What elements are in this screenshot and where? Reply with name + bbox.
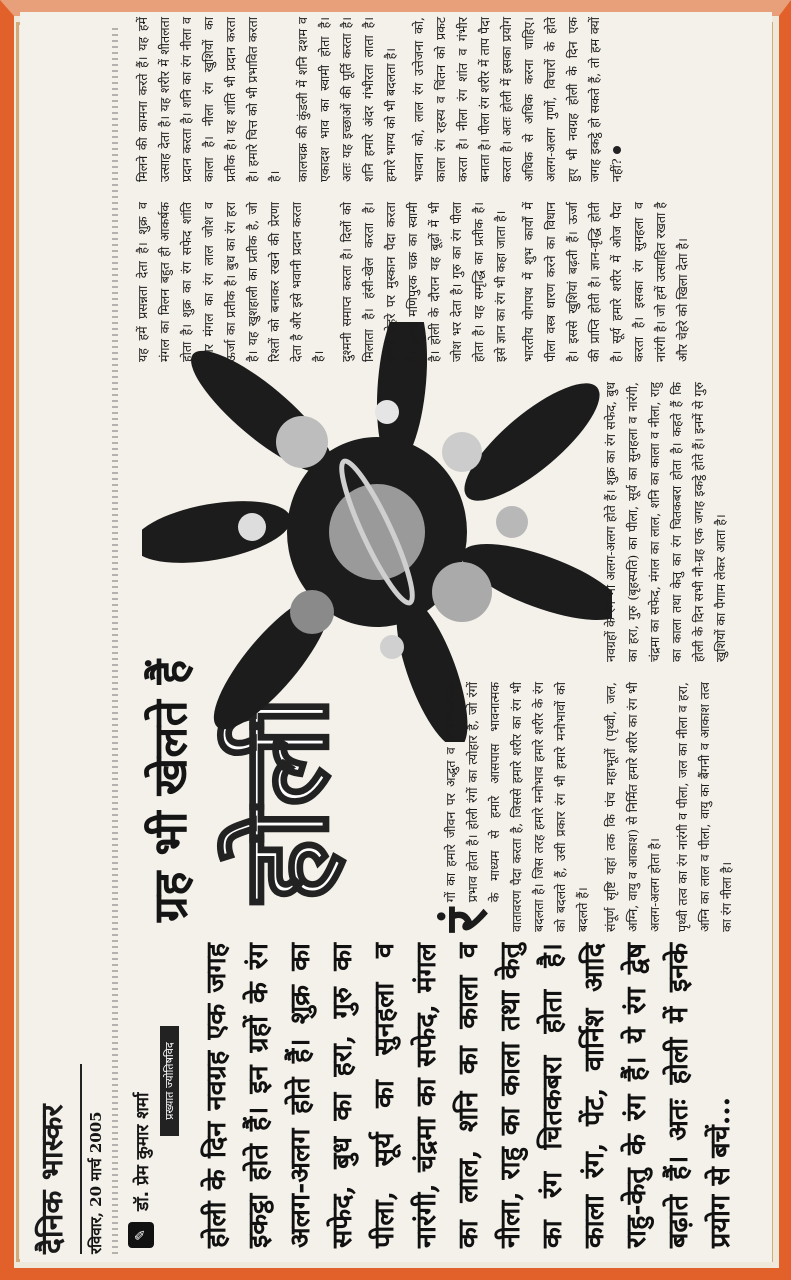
paragraph: नवग्रहों के रंग भी अलग-अलग होते हैं। शुक्र का रंग सफेद, बुध का हरा, गुरु (बृहस्पति) का पीला, सूर्य का सुनहला व नारंगी, चंद्रमा का सफेद, मंगल का लाल, शनि का काला व नीला, राहु का काला तथा केतु का रंग चितकबरा होता है। कहते हैं कि होली के दिन सभी नौ-ग्रह एक जगह इकट्ठे होते हैं। इनमें से गुरु खुशियों का पैगाम लेकर आता है। [603, 382, 728, 662]
lead-text: होली के दिन नवग्रह एक जगह इकट्ठा होते हैं। इन ग्रहों के रंग अलग-अलग होते हैं। शुक्र का सफेद, बुध का हरा, गुरु का पीला, सूर्य का सुनहला व नारंगी, चंद्रमा का सफेद, मंगल का लाल, शनि का काला व नीला, राहु का काला तथा केतु का रंग चितकबरा होता है। काला रंग, पेंट, वार्निश आदि राहु-केतु के रंग हैं। ये रंग द्वेष बढ़ाते हैं। अतः होली में इनके प्रयोग से बचें... [201, 943, 736, 1248]
paragraph: कालचक्र की कुंडली में शनि दशम व एकादश भाव का स्वामी होता है। अतः यह इच्छाओं की पूर्ति करता है। शनि हमारे अंदर गंभीरता लाता है। हमारे भाग्य को भी बदलता है। [295, 17, 398, 182]
paragraph [408, 17, 628, 182]
end-mark-icon [613, 146, 621, 154]
masthead: दैनिक भास्कर [26, 1064, 82, 1254]
paragraph: संपूर्ण सृष्टि यहां तक कि पंच महाभूतों (पृथ्वी, जल, अग्नि, वायु व आकाश) से निर्मित हमारे शरीर का रंग भी अलग-अलग होता है। [603, 682, 662, 932]
author-tag: प्रख्यात ज्योतिषविद [160, 1026, 179, 1136]
newspaper-page [20, 12, 772, 1262]
paragraph-text: भावना को, लाल रंग उत्तेजना को, काला रंग रहस्य व चिंतन को प्रकट करता है। नीला रंग शांत व गंभीर बनाता है। पीला रंग शरीर में ताप पैदा करता है। अतः होली में इसका प्रयोग अधिक से अधिक करना चाहिए। अलग-अलग गुणों, विचारों के होते हुए भी नवग्रह होली के दिन एक जगह इकट्ठे हो सकते हैं, तो हम क्यों नहीं? [411, 17, 624, 182]
byline [128, 948, 179, 1248]
paragraph: यह हमें प्रसन्नता देता है। शुक्र व मंगल का मिलन बहुत ही आकर्षक होता है। शुक्र का रंग सफेद शांति और मंगल का रंग लाल जोश व ऊर्जा का प्रतीक है। बुध का रंग हरा है। यह खुशहाली का प्रतीक है, जो रिश्तों को बनाकर रखने की प्रेरणा देता है और इसे भवानी प्रदान करता है। [135, 202, 326, 362]
headline-main: होली [215, 694, 354, 902]
header-strip [112, 24, 118, 1254]
article-column-3 [132, 202, 752, 362]
paragraph: भारतीय योगपथ में शुभ कार्यों में पीला वस्त्र धारण करने का विधान है। इससे खुशियां बढ़ती हैं। ऊर्जा की प्राप्ति होती है। ज्ञान-वृद्धि होती है। सूर्य हमारे शरीर में ओज पैदा करता है। इसका रंग सुनहला व नारंगी है। जो हमें उत्साहित रखता है और चेहरे को खिला देता है। [521, 202, 690, 362]
author-icon: ✎ [128, 1222, 154, 1248]
headline-kicker: ग्रह भी खेलते हैं [143, 659, 197, 922]
dropcap: रं [432, 908, 500, 932]
paragraph: मिलने की कामना करते हैं। यह हमें उत्साह देता है। यह शरीर में शीतलता प्रदान करता है। शनि का रंग नीला व काला है। नीला रंग खुशियों का प्रतीक है। यह शांति भी प्रदान करता है। हमारे चित्त को भी प्रभावित करता है। [135, 17, 282, 182]
article-column-2 [600, 382, 760, 662]
paragraph: पृथ्वी तत्व का रंग नारंगी व पीला, जल का नीला व हरा, अग्नि का लाल व पीला, वायु का बैंगनी व आकाश तत्व का रंग नीला है। [675, 682, 734, 932]
paragraph: दुश्मनी समाप्त करता है। दिलों को मिलाता है। हंसी-खेल करता है। हमारे चेहरे पर मुस्कान पैदा करता है। हमारे मणिपुरक चक्र का स्वामी है। होली के दौरान यह बूढ़ों में भी जोश भर देता है। गुरु का रंग पीला होता है। यह समृद्धि का प्रतीक है। इसे ज्ञान का रंग भी कहा जाता है। [339, 202, 508, 362]
article-column-4 [132, 17, 752, 182]
dateline: रविवार, 20 मार्च 2005 [87, 1111, 105, 1254]
paragraph: गों का हमारे जीवन पर अद्भुत व आश्चर्यजनक प्रभाव होता है। होली रंगों का त्योहार है, जो रंगों के माध्यम से हमारे आसपास भावनात्मक वातावरण पैदा करता है, जिससे हमारे शरीर का रंग भी बदलता है। जिस तरह हमारे मनोभाव हमारे शरीर के रंग को बदलते हैं, उसी प्रकार रंग भी हमारे मनोभावों को बदलते हैं। [443, 682, 590, 932]
planet-splash-illustration [142, 322, 612, 742]
article-column-1 [432, 682, 760, 932]
author-name: डॉ. प्रेम कुमार शर्मा [132, 1092, 153, 1211]
